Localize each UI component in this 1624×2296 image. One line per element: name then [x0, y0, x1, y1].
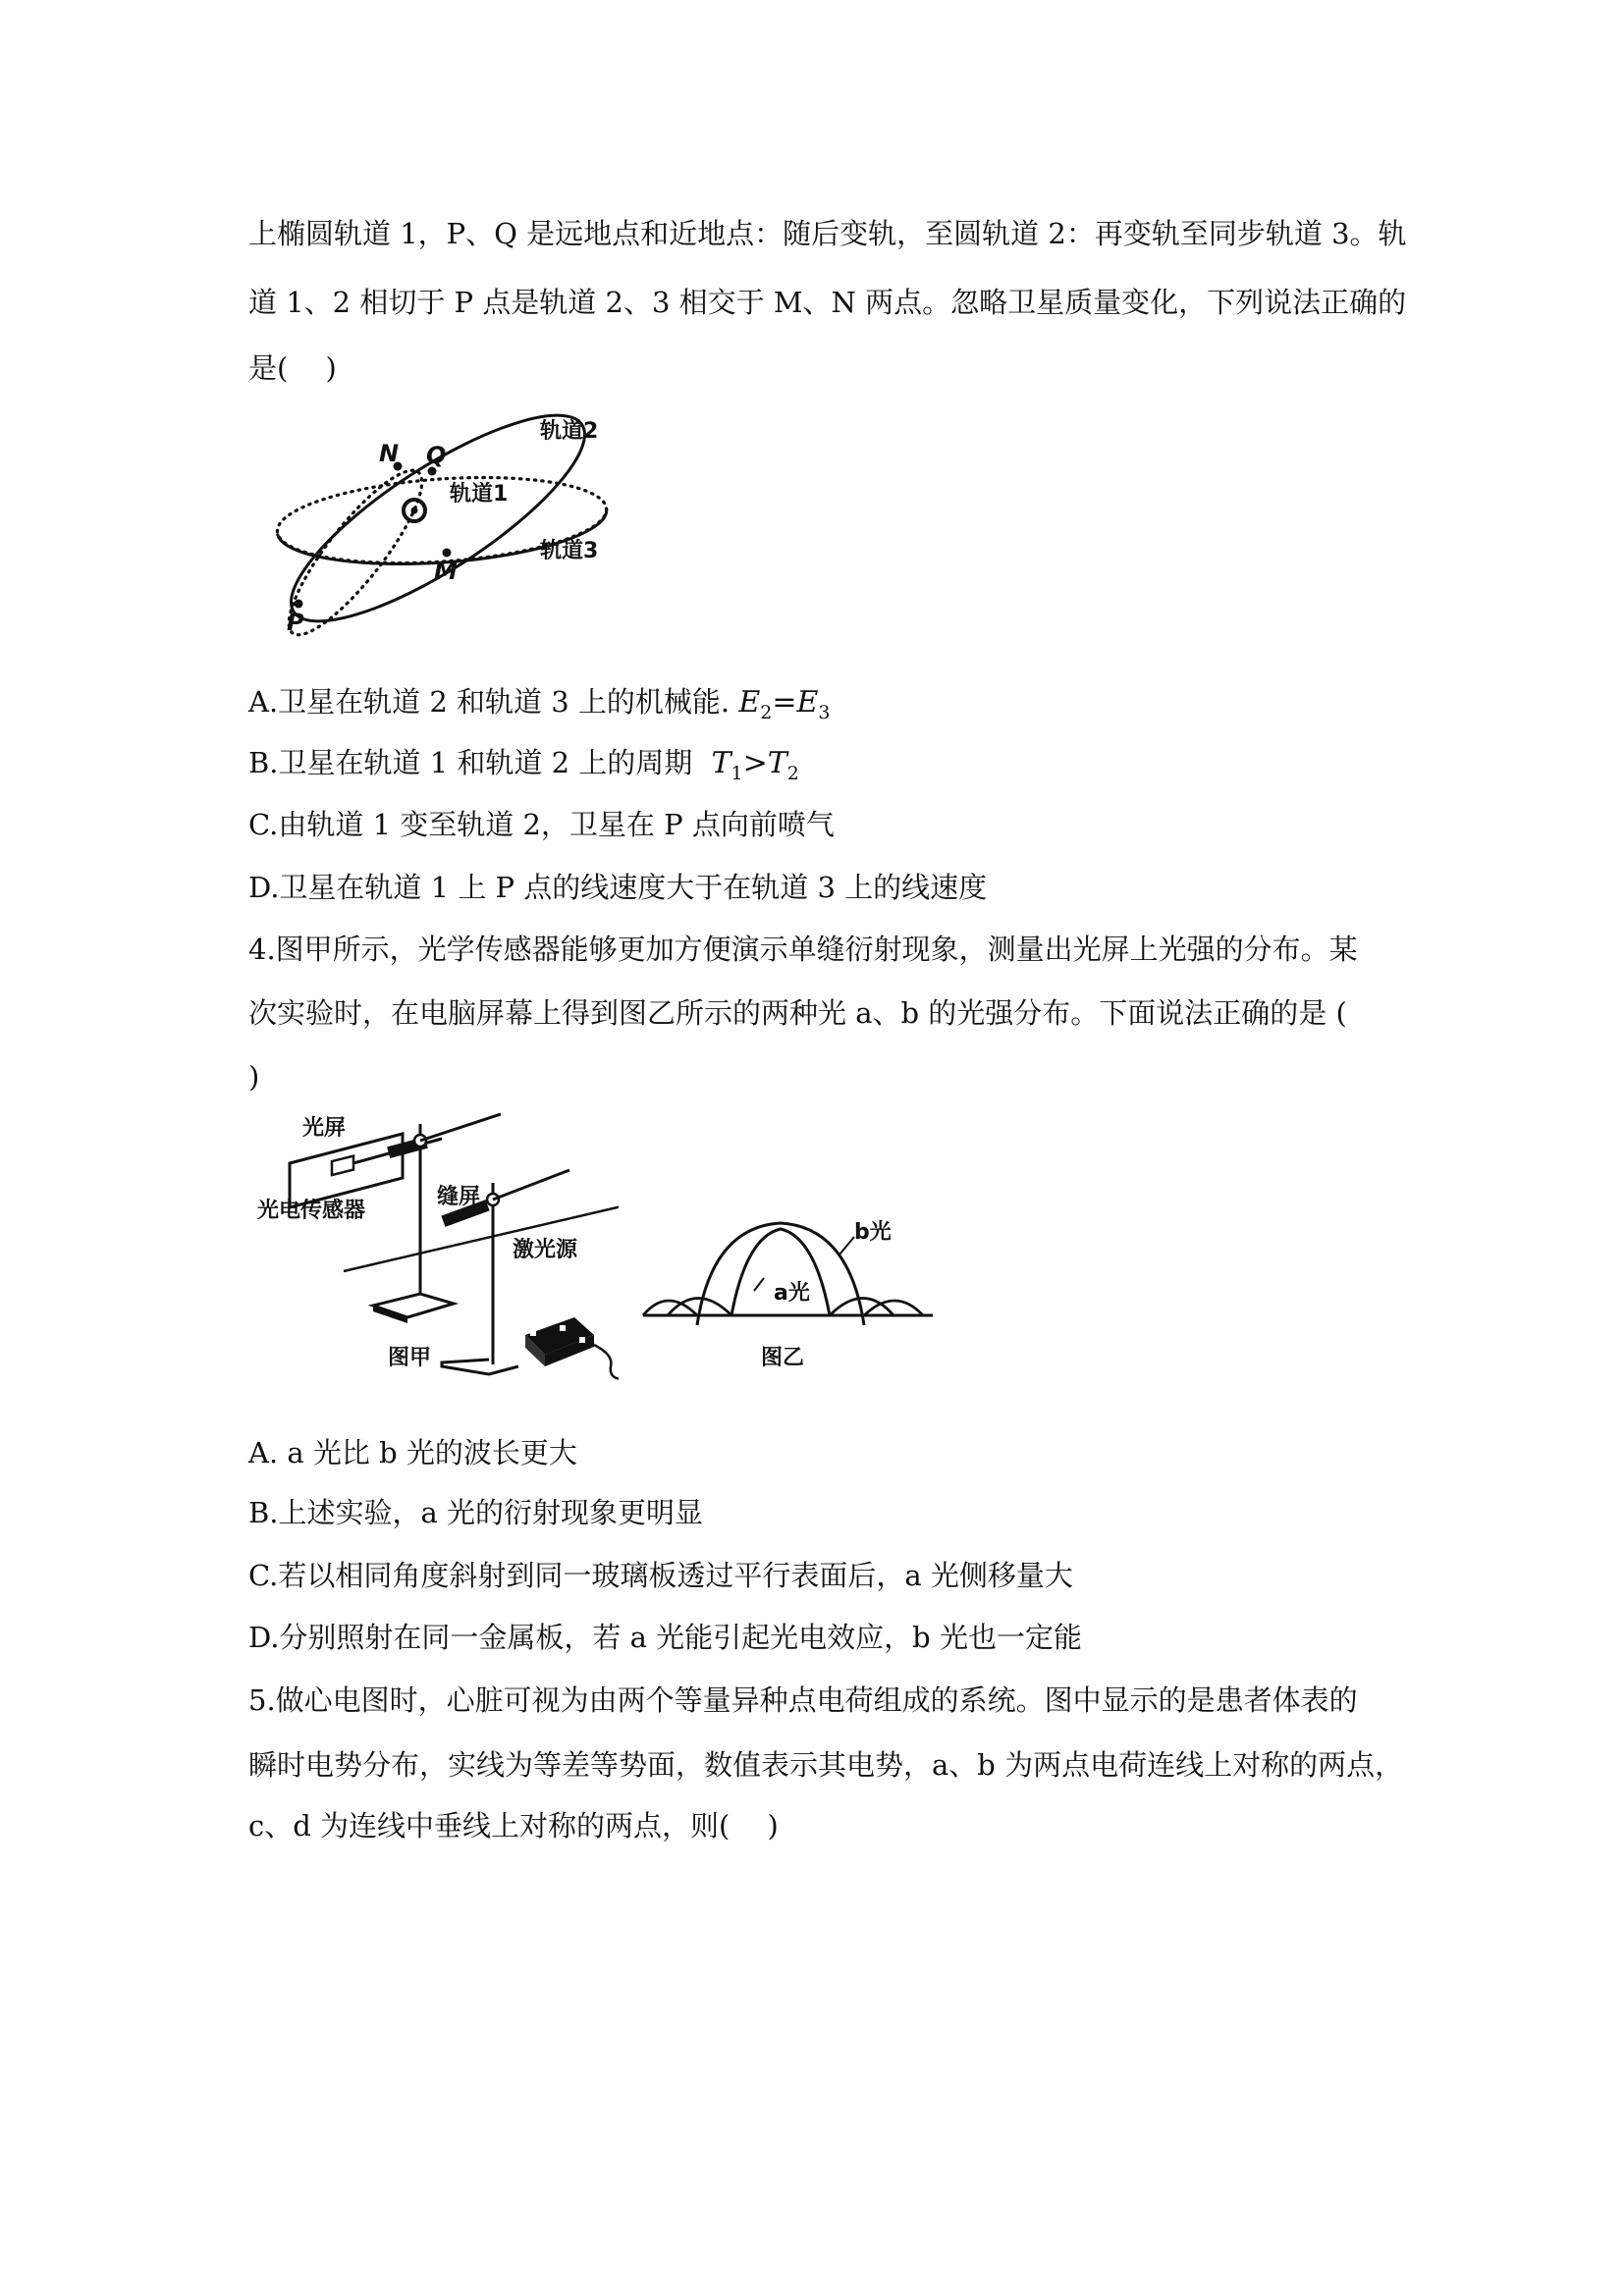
label-photo-sensor: 光电传感器 — [257, 1199, 366, 1223]
label-n: N — [379, 440, 400, 467]
caption-figure-jia: 图甲 — [388, 1346, 432, 1370]
label-a-light: a光 — [774, 1281, 810, 1306]
q5-stem-line-1: 5.做心电图时，心脏可视为由两个等量异种点电荷组成的系统。图中显示的是患者体表的 — [248, 1683, 1358, 1717]
intensity-figure — [638, 1217, 952, 1394]
q4-option-b: B.上述实验，a 光的衍射现象更明显 — [248, 1496, 704, 1529]
label-laser-source: 激光源 — [513, 1238, 578, 1262]
q4-option-c: C.若以相同角度斜射到同一玻璃板透过平行表面后，a 光侧移量大 — [248, 1559, 1073, 1592]
q3-stem-line-3: 是( ) — [248, 351, 337, 385]
point-m — [443, 549, 452, 558]
orbit-figure — [245, 402, 638, 638]
caption-figure-yi: 图乙 — [761, 1346, 805, 1370]
label-light-screen: 光屏 — [302, 1116, 347, 1141]
label-slit-screen: 缝屏 — [437, 1185, 481, 1209]
q3-stem-line-2: 道 1、2 相切于 P 点是轨道 2、3 相交于 M、N 两点。忽略卫星质量变化，下列说法正确的 — [248, 286, 1407, 319]
label-orbit-2: 轨道2 — [540, 419, 599, 444]
q5-stem-line-2: 瞬时电势分布，实线为等差等势面，数值表示其电势，a、b 为两点电荷连线上对称的两点， — [248, 1748, 1404, 1782]
q4-stem-line-1: 4.图甲所示，光学传感器能够更加方便演示单缝衍射现象，测量出光屏上光强的分布。某 — [248, 933, 1358, 966]
label-m: M — [434, 558, 458, 585]
q3-option-c: C.由轨道 1 变至轨道 2，卫星在 P 点向前喷气 — [248, 808, 835, 841]
label-b-light: b光 — [854, 1220, 892, 1245]
q3-option-a: A.卫星在轨道 2 和轨道 3 上的机械能. $E_2=E_3$ — [248, 685, 831, 723]
label-orbit-3: 轨道3 — [540, 539, 599, 563]
q5-stem-line-3: c、d 为连线中垂线上对称的两点，则( ) — [248, 1809, 779, 1842]
q4-stem-line-3: ) — [248, 1060, 260, 1094]
q3-option-b: B.卫星在轨道 1 和轨道 2 上的周期 $T_1>T_2$ — [248, 746, 799, 784]
point-p — [295, 600, 303, 609]
q4-stem-line-2: 次实验时，在电脑屏幕上得到图乙所示的两种光 a、b 的光强分布。下面说法正确的是 ( — [248, 996, 1347, 1030]
label-p: P — [287, 609, 304, 636]
label-orbit-1: 轨道1 — [450, 482, 509, 507]
q4-option-a: A. a 光比 b 光的波长更大 — [248, 1436, 577, 1469]
q3-stem-line-1: 上椭圆轨道 1，P、Q 是远地点和近地点：随后变轨，至圆轨道 2：再变轨至同步轨道 3。轨 — [248, 217, 1407, 250]
q4-option-d: D.分别照射在同一金属板，若 a 光能引起光电效应，b 光也一定能 — [248, 1621, 1082, 1654]
label-q: Q — [426, 442, 447, 469]
apparatus-figure — [245, 1109, 619, 1384]
q3-option-d: D.卫星在轨道 1 上 P 点的线速度大于在轨道 3 上的线速度 — [248, 871, 988, 904]
curve-b — [697, 1223, 864, 1325]
